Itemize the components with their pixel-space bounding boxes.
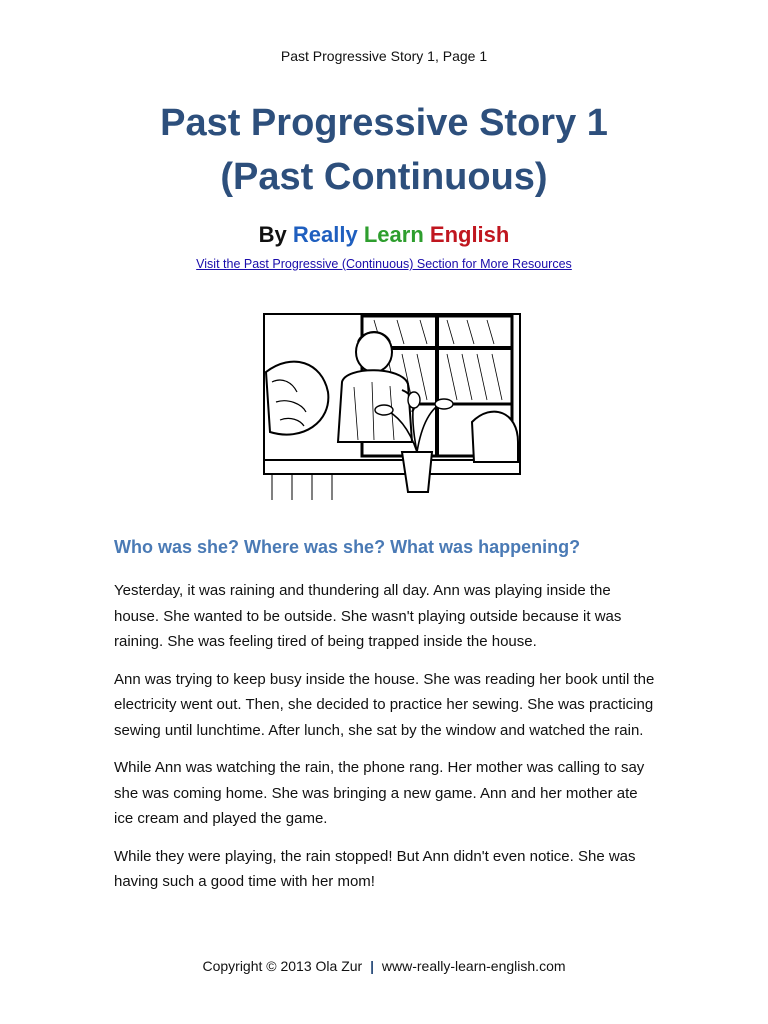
brand-word-english: English	[429, 222, 510, 247]
brand-word-really: Really	[292, 222, 358, 247]
page-footer	[0, 958, 768, 974]
title-line-1: Past Progressive Story 1	[160, 102, 608, 144]
document-title	[0, 96, 768, 204]
story-body	[114, 578, 659, 907]
illustration-svg	[262, 312, 522, 502]
section-heading: Who was she? Where was she? What was happening?	[114, 537, 581, 557]
running-page-header: Past Progressive Story 1, Page 1	[280, 48, 488, 64]
byline	[0, 222, 768, 248]
footer-copyright: Copyright © 2013 Ola Zur	[202, 958, 363, 974]
story-paragraph-1: Yesterday, it was raining and thundering all day. Ann was playing inside the house. She wanted to be outside. She wasn't playing outside because it was raining. She was feeling tired of being trapped inside the house.	[114, 582, 622, 650]
story-paragraph-2: Ann was trying to keep busy inside the house. She was reading her book until the electricity went out. Then, she decided to practice her sewing. She was practicing sewing until lunchtime. After lunch, she sat by the window and watched the rain.	[114, 670, 655, 739]
story-paragraph-3: While Ann was watching the rain, the phone rang. Her mother was calling to say she was coming home. She was bringing a new game. Ann and her mother ate ice cream and played the game.	[114, 759, 645, 827]
byline-by: By	[258, 222, 287, 247]
footer-website: www-really-learn-english.com	[381, 958, 566, 974]
girl-at-rainy-window-illustration	[262, 312, 522, 502]
footer-separator: |	[370, 958, 375, 974]
story-paragraph-4: While they were playing, the rain stopped! But Ann didn't even notice. She was having such a good time with her mom!	[114, 847, 636, 890]
resource-link[interactable]: Visit the Past Progressive (Continuous) Section for More Resources	[196, 257, 572, 271]
title-line-2: (Past Continuous)	[220, 156, 548, 198]
resource-link-container	[0, 257, 768, 271]
brand-word-learn: Learn	[363, 222, 424, 247]
